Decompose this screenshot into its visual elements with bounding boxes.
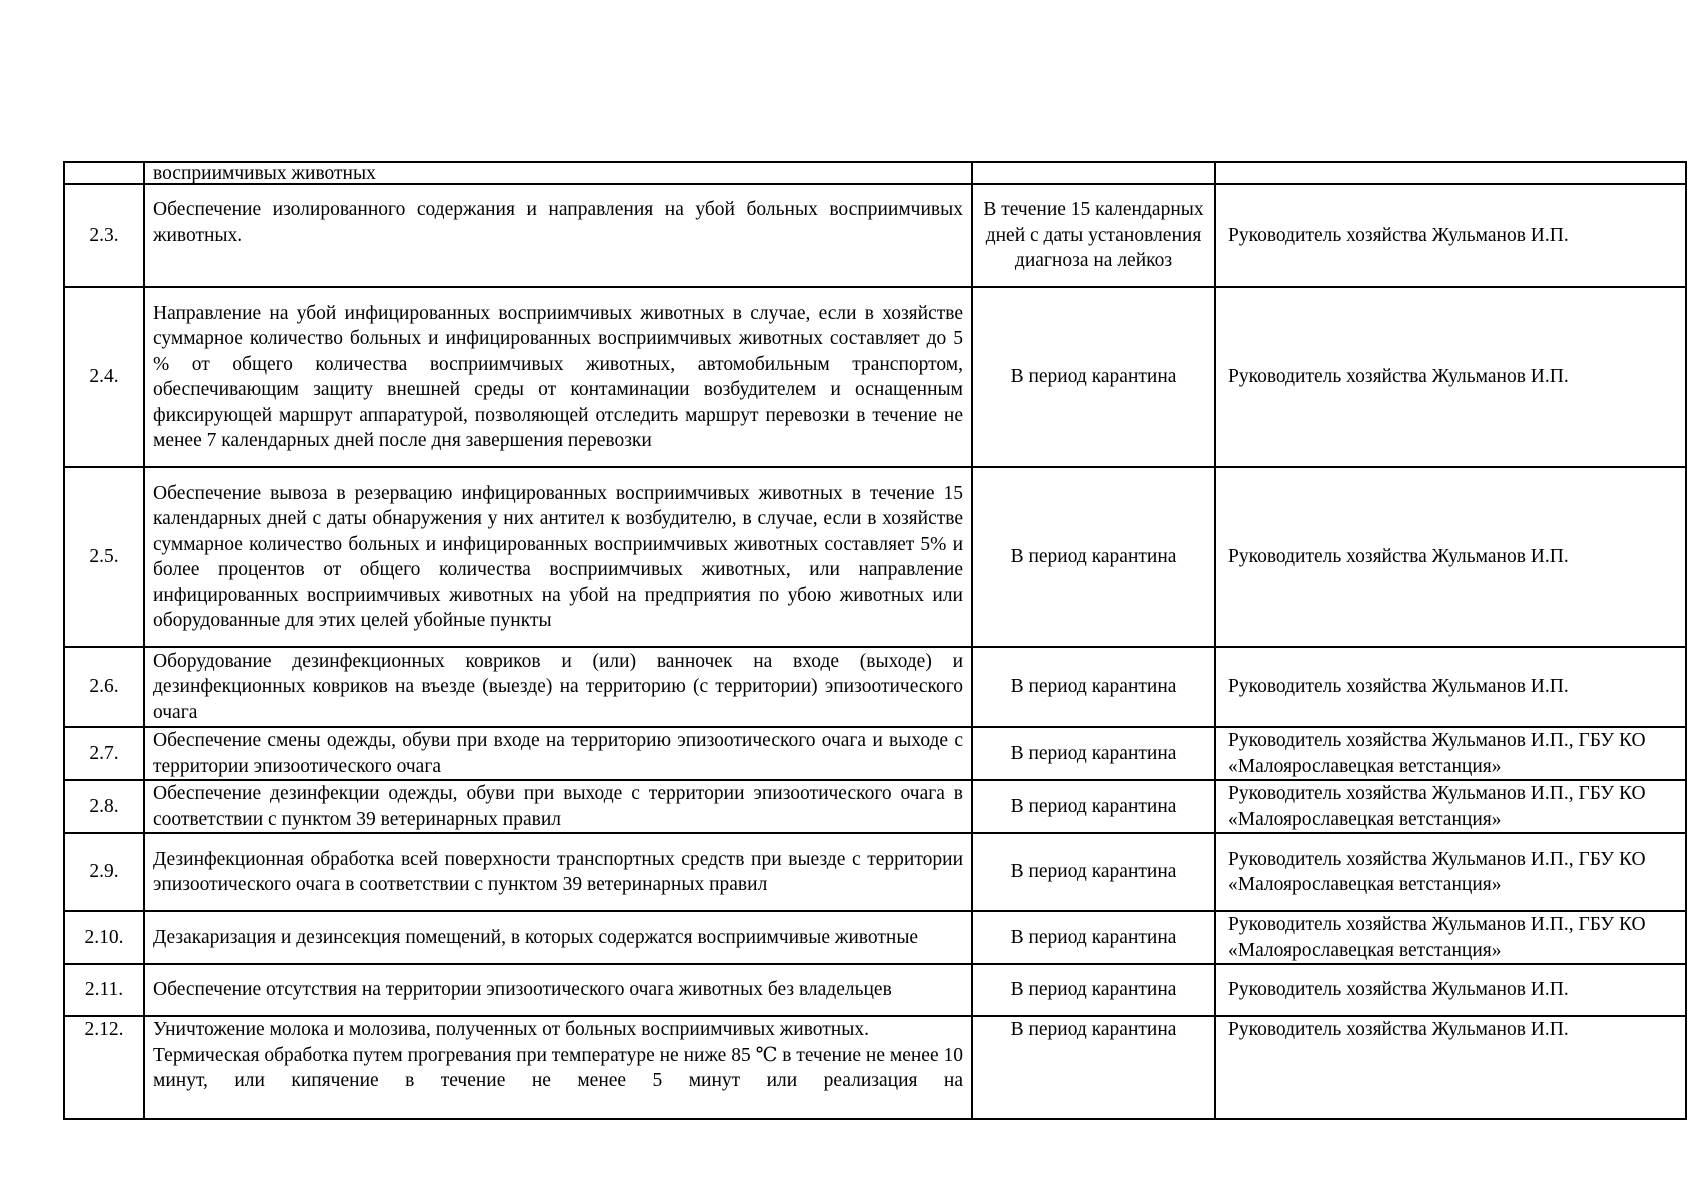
term-text: В период карантина bbox=[972, 467, 1215, 647]
row-number: 2.10. bbox=[64, 911, 144, 964]
row-number: 2.7. bbox=[64, 727, 144, 780]
responsible-text: Руководитель хозяйства Жульманов И.П. bbox=[1215, 647, 1686, 727]
responsible-text: Руководитель хозяйства Жульманов И.П., ГБУ КО «Малоярославецкая ветстанция» bbox=[1215, 911, 1686, 964]
measure-text: Уничтожение молока и молозива, полученных от больных восприимчивых животных. Термическая обработка путем прогревания при температуре не ниже 85 ℃ в течение не менее 10 минут, или кипячение в течение не менее 5 минут или реализация на bbox=[144, 1016, 972, 1119]
row-number: 2.4. bbox=[64, 287, 144, 467]
responsible-text: Руководитель хозяйства Жульманов И.П. bbox=[1215, 1016, 1686, 1119]
row-number: 2.11. bbox=[64, 964, 144, 1016]
term-text: В период карантина bbox=[972, 911, 1215, 964]
table-row bbox=[64, 780, 1686, 833]
term-text bbox=[972, 162, 1215, 184]
term-text: В период карантина bbox=[972, 1016, 1215, 1119]
measure-text: восприимчивых животных bbox=[144, 162, 972, 184]
table-row bbox=[64, 162, 1686, 184]
row-number: 2.12. bbox=[64, 1016, 144, 1119]
responsible-text: Руководитель хозяйства Жульманов И.П., ГБУ КО «Малоярославецкая ветстанция» bbox=[1215, 727, 1686, 780]
row-number: 2.5. bbox=[64, 467, 144, 647]
table-row bbox=[64, 833, 1686, 911]
measure-text: Обеспечение вывоза в резервацию инфицированных восприимчивых животных в течение 15 календарных дней с даты обнаружения у них антител к возбудителю, в случае, если в хозяйстве суммарное количество больных и инфицированных восприимчивых животных составляет 5% и более процентов от общего количества восприимчивых животных, или направление инфицированных восприимчивых животных на убой на предприятия по убою животных или оборудованные для этих целей убойные пункты bbox=[144, 467, 972, 647]
table-row bbox=[64, 727, 1686, 780]
measure-text: Обеспечение изолированного содержания и направления на убой больных восприимчивых животных. bbox=[144, 184, 972, 287]
responsible-text bbox=[1215, 162, 1686, 184]
measure-text: Дезакаризация и дезинсекция помещений, в которых содержатся восприимчивые животные bbox=[144, 911, 972, 964]
responsible-text: Руководитель хозяйства Жульманов И.П., ГБУ КО «Малоярославецкая ветстанция» bbox=[1215, 780, 1686, 833]
table-row bbox=[64, 911, 1686, 964]
measure-text: Дезинфекционная обработка всей поверхности транспортных средств при выезде с территории эпизоотического очага в соответствии с пунктом 39 ветеринарных правил bbox=[144, 833, 972, 911]
row-number: 2.8. bbox=[64, 780, 144, 833]
row-number: 2.9. bbox=[64, 833, 144, 911]
measure-text: Оборудование дезинфекционных ковриков и (или) ванночек на входе (выходе) и дезинфекционных ковриков на въезде (выезде) на территорию (с территории) эпизоотического очага bbox=[144, 647, 972, 727]
row-number: 2.6. bbox=[64, 647, 144, 727]
term-text: В период карантина bbox=[972, 964, 1215, 1016]
row-number: 2.3. bbox=[64, 184, 144, 287]
table-row bbox=[64, 184, 1686, 287]
term-text: В период карантина bbox=[972, 727, 1215, 780]
term-text: В период карантина bbox=[972, 780, 1215, 833]
measure-text: Обеспечение смены одежды, обуви при входе на территорию эпизоотического очага и выходе с территории эпизоотического очага bbox=[144, 727, 972, 780]
term-text: В период карантина bbox=[972, 647, 1215, 727]
measures-table bbox=[63, 161, 1687, 1120]
table-row bbox=[64, 647, 1686, 727]
responsible-text: Руководитель хозяйства Жульманов И.П. bbox=[1215, 184, 1686, 287]
term-text: В течение 15 календарных дней с даты установления диагноза на лейкоз bbox=[972, 184, 1215, 287]
table-row bbox=[64, 287, 1686, 467]
table-row bbox=[64, 964, 1686, 1016]
responsible-text: Руководитель хозяйства Жульманов И.П. bbox=[1215, 964, 1686, 1016]
responsible-text: Руководитель хозяйства Жульманов И.П. bbox=[1215, 467, 1686, 647]
term-text: В период карантина bbox=[972, 833, 1215, 911]
table-row bbox=[64, 467, 1686, 647]
responsible-text: Руководитель хозяйства Жульманов И.П. bbox=[1215, 287, 1686, 467]
measure-text: Обеспечение дезинфекции одежды, обуви при выходе с территории эпизоотического очага в соответствии с пунктом 39 ветеринарных правил bbox=[144, 780, 972, 833]
measure-text: Обеспечение отсутствия на территории эпизоотического очага животных без владельцев bbox=[144, 964, 972, 1016]
measure-text: Направление на убой инфицированных восприимчивых животных в случае, если в хозяйстве суммарное количество больных и инфицированных восприимчивых животных составляет до 5 % от общего количества восприимчивых животных, автомобильным транспортом, обеспечивающим защиту внешней среды от контаминации возбудителем и оснащенным фиксирующей маршрут аппаратурой, позволяющей отследить маршрут перевозки в течение не менее 7 календарных дней после дня завершения перевозки bbox=[144, 287, 972, 467]
row-number bbox=[64, 162, 144, 184]
table-row bbox=[64, 1016, 1686, 1119]
term-text: В период карантина bbox=[972, 287, 1215, 467]
responsible-text: Руководитель хозяйства Жульманов И.П., ГБУ КО «Малоярославецкая ветстанция» bbox=[1215, 833, 1686, 911]
